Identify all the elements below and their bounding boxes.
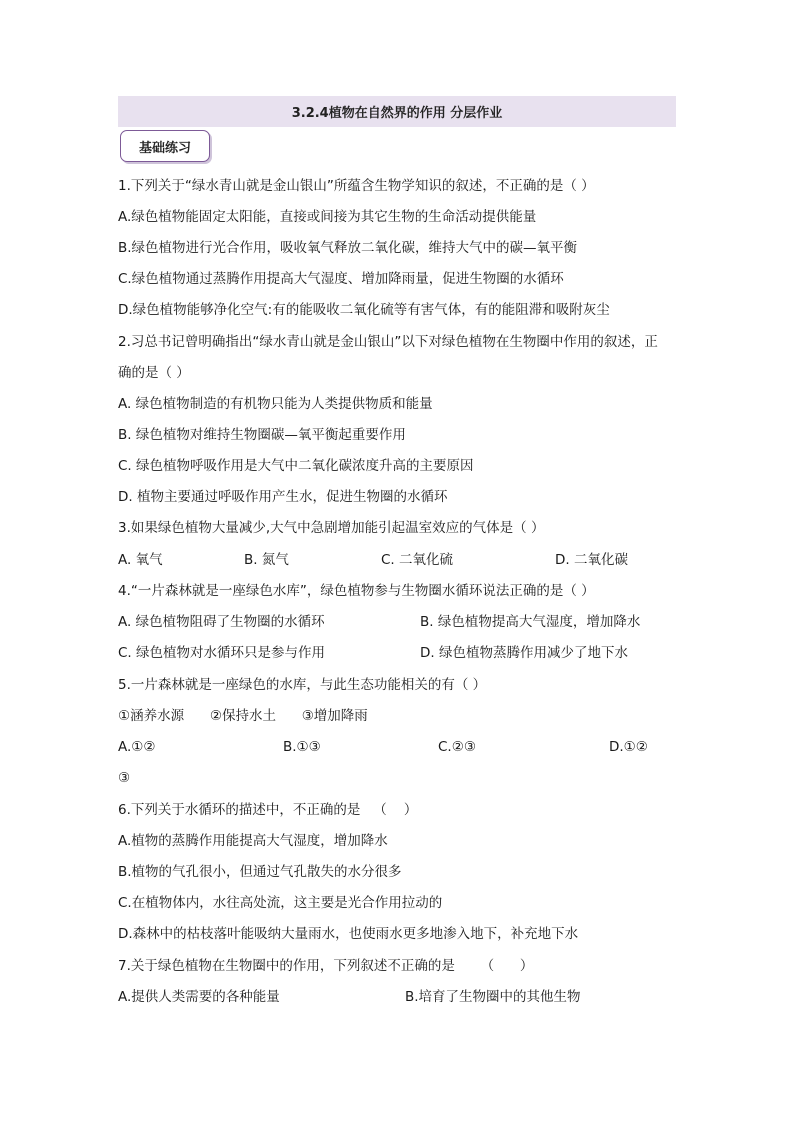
question-2-option-b: B. 绿色植物对维持生物圈碳—氧平衡起重要作用 xyxy=(118,427,406,443)
question-2-option-c: C. 绿色植物呼吸作用是大气中二氧化碳浓度升高的主要原因 xyxy=(118,458,474,474)
question-2-stem-continued: 确的是（ ） xyxy=(118,365,190,381)
question-7-stem: 7.关于绿色植物在生物圈中的作用，下列叙述不正确的是 （ ） xyxy=(118,958,534,974)
question-6-option-b: B.植物的气孔很小，但通过气孔散失的水分很多 xyxy=(118,864,402,880)
question-5-items: ①涵养水源 ②保持水土 ③增加降雨 xyxy=(118,708,368,724)
section-label: 基础练习 xyxy=(120,130,210,162)
question-5-option-d-continued: ③ xyxy=(118,770,131,786)
question-6-option-c: C.在植物体内，水往高处流，这主要是光合作用拉动的 xyxy=(118,895,443,911)
question-4-option-a: A. 绿色植物阻碍了生物圈的水循环 xyxy=(118,614,325,630)
question-1-stem: 1.下列关于“绿水青山就是金山银山”所蕴含生物学知识的叙述，不正确的是（ ） xyxy=(118,178,595,194)
question-4-option-c: C. 绿色植物对水循环只是参与作用 xyxy=(118,645,326,661)
page-title: 3.2.4植物在自然界的作用 分层作业 xyxy=(118,96,676,127)
question-3-stem: 3.如果绿色植物大量减少,大气中急剧增加能引起温室效应的气体是（ ） xyxy=(118,520,545,536)
question-5-option-b: B.①③ xyxy=(283,739,321,755)
question-7-option-b: B.培育了生物圈中的其他生物 xyxy=(405,989,581,1005)
question-5-option-c: C.②③ xyxy=(438,739,476,755)
question-4-option-d: D. 绿色植物蒸腾作用减少了地下水 xyxy=(420,645,628,661)
question-3-option-b: B. 氮气 xyxy=(244,552,289,568)
question-1-option-b: B.绿色植物进行光合作用，吸收氧气释放二氧化碳，维持大气中的碳—氧平衡 xyxy=(118,240,578,256)
question-1-option-c: C.绿色植物通过蒸腾作用提高大气湿度、增加降雨量，促进生物圈的水循环 xyxy=(118,271,564,287)
question-3-option-c: C. 二氧化硫 xyxy=(381,552,454,568)
question-3-option-d: D. 二氧化碳 xyxy=(555,552,628,568)
question-1-option-a: A.绿色植物能固定太阳能，直接或间接为其它生物的生命活动提供能量 xyxy=(118,209,537,225)
question-2-option-a: A. 绿色植物制造的有机物只能为人类提供物质和能量 xyxy=(118,396,433,412)
question-3-option-a: A. 氧气 xyxy=(118,552,163,568)
question-5-option-d: D.①② xyxy=(609,739,648,755)
question-2-option-d: D. 植物主要通过呼吸作用产生水，促进生物圈的水循环 xyxy=(118,489,448,505)
question-6-option-a: A.植物的蒸腾作用能提高大气湿度，增加降水 xyxy=(118,833,388,849)
question-7-option-a: A.提供人类需要的各种能量 xyxy=(118,989,280,1005)
question-1-option-d: D.绿色植物能够净化空气:有的能吸收二氧化硫等有害气体，有的能阻滞和吸附灰尘 xyxy=(118,302,610,318)
question-4-stem: 4.“一片森林就是一座绿色水库”，绿色植物参与生物圈水循环说法正确的是（ ） xyxy=(118,583,595,599)
question-4-option-b: B. 绿色植物提高大气湿度，增加降水 xyxy=(420,614,641,630)
question-6-option-d: D.森林中的枯枝落叶能吸纳大量雨水，也使雨水更多地渗入地下，补充地下水 xyxy=(118,926,579,942)
question-2-stem: 2.习总书记曾明确指出“绿水青山就是金山银山”以下对绿色植物在生物圈中作用的叙述，正 xyxy=(118,334,658,350)
question-5-stem: 5.一片森林就是一座绿色的水库，与此生态功能相关的有（ ） xyxy=(118,677,487,693)
question-6-stem: 6.下列关于水循环的描述中，不正确的是 （ ） xyxy=(118,802,418,818)
question-5-option-a: A.①② xyxy=(118,739,156,755)
